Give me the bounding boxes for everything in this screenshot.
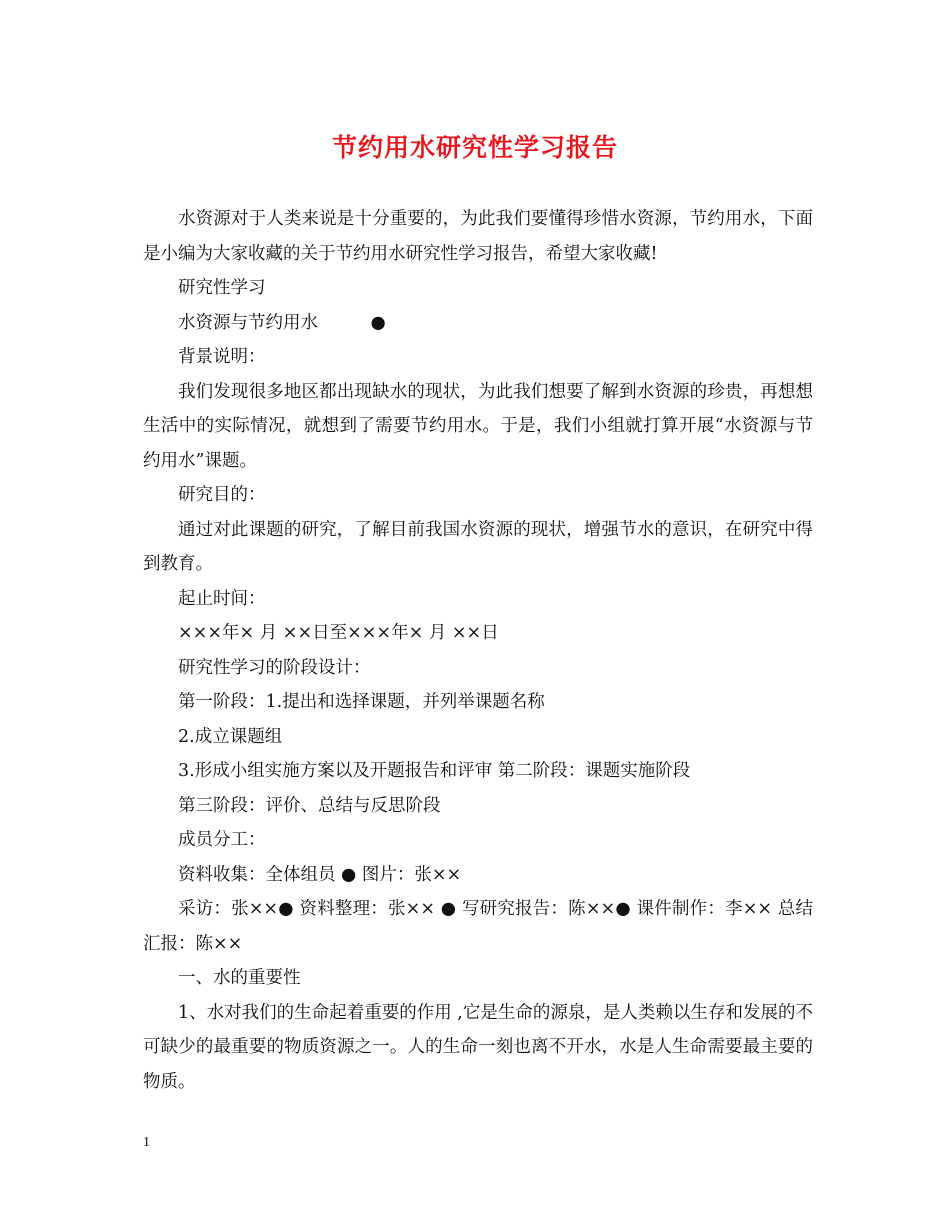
document-title: 节约用水研究性学习报告 [331,133,618,162]
heading-background: 背景说明： [178,347,266,367]
paragraph-topic: 水资源与节约用水 ● [178,312,386,333]
heading-members: 成员分工： [178,830,266,850]
paragraph-period: ×××年× 月 ××日至×××年× 月 ××日 [178,623,499,643]
members-line-two: 采访：张××● 资料整理：张×× ● 写研究报告：陈××● 课件制作：李×× 总结汇报：陈×× [143,899,813,954]
paragraph-research-study: 研究性学习 [178,278,266,298]
page-number: 1 [143,1135,150,1150]
heading-purpose: 研究目的： [178,485,266,505]
stage-one-step-two: 2.成立课题组 [178,726,283,747]
heading-importance: 一、水的重要性 [178,968,301,988]
intro-paragraph: 水资源对于人类来说是十分重要的，为此我们要懂得珍惜水资源，节约用水，下面是小编为大家收藏的关于节约用水研究性学习报告，希望大家收藏! [143,209,813,264]
heading-period: 起止时间： [178,588,266,609]
stage-one: 第一阶段：1.提出和选择课题，并列举课题名称 [178,692,545,712]
paragraph-purpose: 通过对此课题的研究，了解目前我国水资源的现状，增强节水的意识，在研究中得到教育。 [143,519,813,574]
paragraph-background: 我们发现很多地区都出现缺水的现状，为此我们想要了解到水资源的珍贵，再想想生活中的实际情况，就想到了需要节约用水。于是，我们小组就打算开展“水资源与节约用水”课题。 [143,381,813,471]
paragraph-importance: 1、水对我们的生命起着重要的作用 ,它是生命的源泉，是人类赖以生存和发展的不可缺少的最重要的物质资源之一。人的生命一刻也离不开水，水是人生命需要最主要的物质。 [143,1002,813,1092]
stage-one-step-three: 3.形成小组实施方案以及开题报告和评审 第二阶段：课题实施阶段 [178,761,691,781]
members-line-one: 资料收集：全体组员 ● 图片：张×× [178,864,462,885]
stage-three: 第三阶段：评价、总结与反思阶段 [178,795,441,816]
document-body [143,202,813,1099]
heading-stages: 研究性学习的阶段设计： [178,657,371,678]
